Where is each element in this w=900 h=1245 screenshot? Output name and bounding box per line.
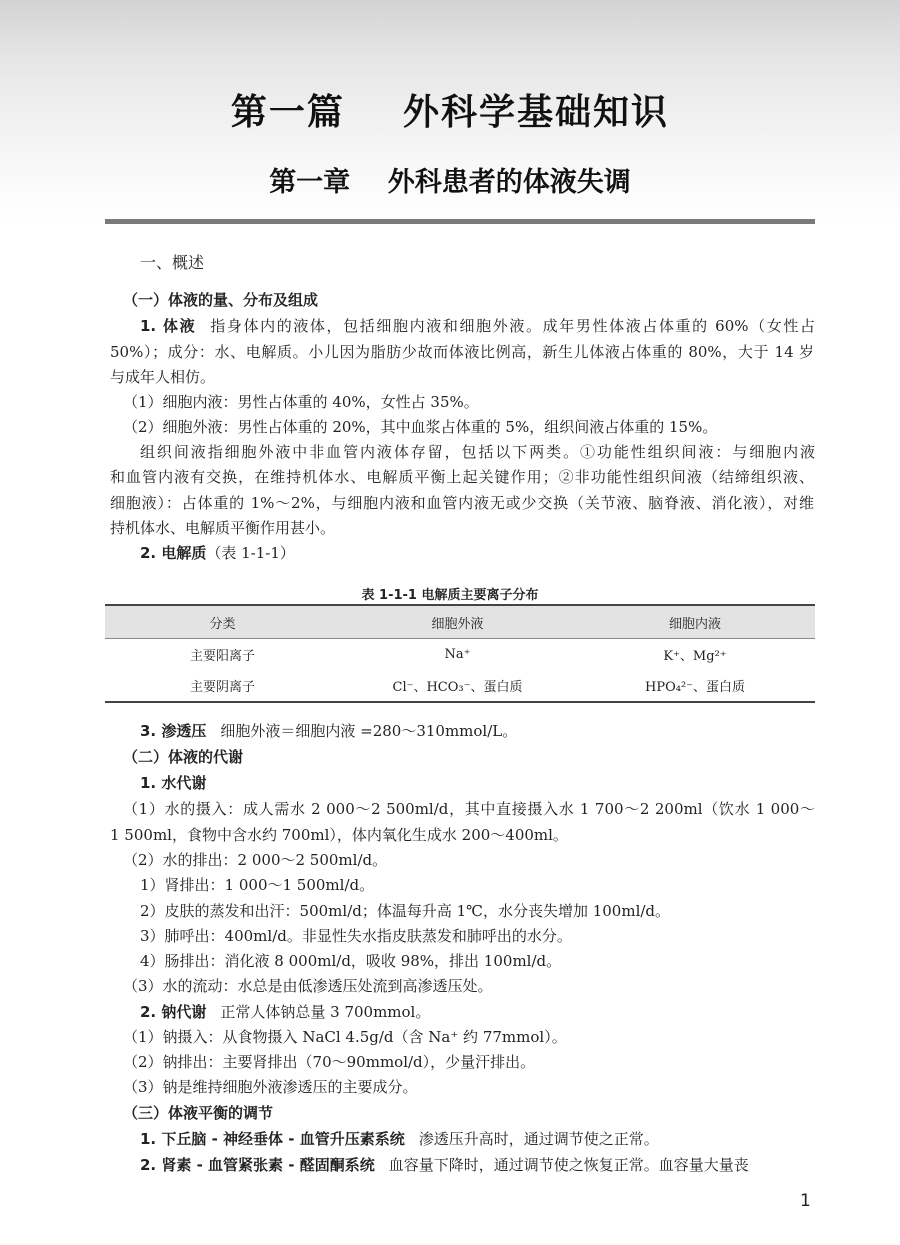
paragraph-body-fluid-line-1 <box>140 315 815 337</box>
table-cell: Cl⁻、HCO₃⁻、蛋白质 <box>340 670 575 702</box>
subsection-heading-volume: （一）体液的量、分布及组成 <box>123 291 319 309</box>
list-item-intracellular: （1）细胞内液：男性占体重的 40%，女性占 35%。 <box>123 393 479 411</box>
list-item-skin: 2）皮肤的蒸发和出汗：500ml/d；体温每升高 1℃，水分丧失增加 100ml/d。 <box>140 902 671 920</box>
part-title: 第一篇 外科学基础知识 <box>230 91 670 133</box>
list-item-kidney: 1）肾排出：1 000～1 500ml/d。 <box>140 876 375 894</box>
paragraph-interstitial-line-4: 持机体水、电解质平衡作用甚小。 <box>110 519 336 537</box>
list-item-lung: 3）肺呼出：400ml/d。非显性失水指皮肤蒸发和肺呼出的水分。 <box>140 927 572 945</box>
paragraph-text: （表 1-1-1） <box>206 544 295 562</box>
heading-water-metabolism: 1. 水代谢 <box>140 774 207 792</box>
list-item-water-intake-line-2: 1 500ml，食物中含水约 700ml），体内氧化生成水 200～400ml。 <box>110 826 568 844</box>
page-number: 1 <box>800 1191 811 1211</box>
list-item-water-output: （2）水的排出：2 000～2 500ml/d。 <box>123 851 388 869</box>
paragraph-text: 指身体内的液体，包括细胞内液和细胞外液。成年男性体液占体重的 60%（女性占 <box>210 317 815 335</box>
term-sodium: 2. 钠代谢 <box>140 1003 207 1021</box>
table-caption: 表 1-1-1 电解质主要离子分布 <box>361 588 539 603</box>
paragraph-body-fluid-line-2: 50%）；成分：水、电解质。小儿因为脂肪少故而体液比例高，新生儿体液占体重的 80%，大于 14 岁 <box>110 343 814 361</box>
table-cell: 主要阳离子 <box>189 649 255 664</box>
chapter-title: 第一章 外科患者的体液失调 <box>269 167 631 198</box>
column-header: 细胞内液 <box>575 605 815 639</box>
electrolyte-table <box>105 604 815 703</box>
paragraph-electrolyte <box>140 542 860 564</box>
list-item-sodium-role: （3）钠是维持细胞外液渗透压的主要成分。 <box>123 1078 418 1096</box>
paragraph-interstitial-line-3: 细胞液）：占体重的 1%～2%，与细胞内液和血管内液无或少交换（关节液、脑脊液、消化液），对维 <box>110 494 814 512</box>
table-cell: K⁺、Mg²⁺ <box>663 649 727 664</box>
paragraph-text: 渗透压升高时，通过调节使之正常。 <box>418 1130 659 1148</box>
list-item-sodium-intake: （1）钠摄入：从食物摄入 NaCl 4.5g/d（含 Na⁺ 约 77mmol）。 <box>123 1028 567 1046</box>
list-item-intestine: 4）肠排出：消化液 8 000ml/d，吸收 98%，排出 100ml/d。 <box>140 952 562 970</box>
term-renin-system: 2. 肾素 - 血管紧张素 - 醛固酮系统 <box>140 1156 375 1174</box>
term-electrolyte: 2. 电解质 <box>140 544 207 562</box>
list-item-water-intake-line-1: （1）水的摄入：成人需水 2 000～2 500ml/d，其中直接摄入水 1 700～2 200ml（饮水 1 000～ <box>123 800 815 818</box>
table-cell: 主要阴离子 <box>105 670 340 702</box>
paragraph-renin <box>140 1154 860 1176</box>
table-header-row <box>105 605 815 639</box>
paragraph-text: 正常人体钠总量 3 700mmol。 <box>220 1003 431 1021</box>
table-row <box>105 670 815 702</box>
paragraph-sodium <box>140 1001 860 1023</box>
header-divider <box>105 219 815 224</box>
list-item-extracellular: （2）细胞外液：男性占体重的 20%，其中血浆占体重的 5%，组织间液占体重的 15%。 <box>123 418 718 436</box>
paragraph-text: 细胞外液＝细胞内液 =280～310mmol/L。 <box>220 722 518 740</box>
subsection-heading-regulation: （三）体液平衡的调节 <box>123 1104 274 1122</box>
list-item-water-flow: （3）水的流动：水总是由低渗透压处流到高渗透压处。 <box>123 977 493 995</box>
table-cell: HPO₄²⁻、蛋白质 <box>575 670 815 702</box>
paragraph-body-fluid-line-3: 与成年人相仿。 <box>110 368 216 386</box>
paragraph-osmotic <box>140 720 860 742</box>
column-header: 细胞外液 <box>340 605 575 639</box>
paragraph-interstitial-line-2: 和血管内液有交换，在维持机体水、电解质平衡上起关键作用；②非功能性组织间液（结缔组织液、 <box>110 468 814 486</box>
column-header: 分类 <box>105 605 340 639</box>
term-hypothalamus-system: 1. 下丘脑 - 神经垂体 - 血管升压素系统 <box>140 1130 405 1148</box>
paragraph-hypothalamus <box>140 1128 860 1150</box>
paragraph-interstitial-line-1: 组织间液指细胞外液中非血管内液体存留，包括以下两类。①功能性组织间液：与细胞内液 <box>140 443 815 461</box>
term-osmotic: 3. 渗透压 <box>140 722 207 740</box>
term-body-fluid: 1. 体液 <box>140 317 197 335</box>
paragraph-text: 血容量下降时，通过调节使之恢复正常。血容量大量丧 <box>388 1156 749 1174</box>
section-heading-overview: 一、概述 <box>140 253 205 272</box>
list-item-sodium-output: （2）钠排出：主要肾排出（70～90mmol/d），少量汗排出。 <box>123 1053 536 1071</box>
table-cell: Na⁺ <box>444 647 471 662</box>
table-row <box>105 639 815 671</box>
subsection-heading-metabolism: （二）体液的代谢 <box>123 748 244 766</box>
